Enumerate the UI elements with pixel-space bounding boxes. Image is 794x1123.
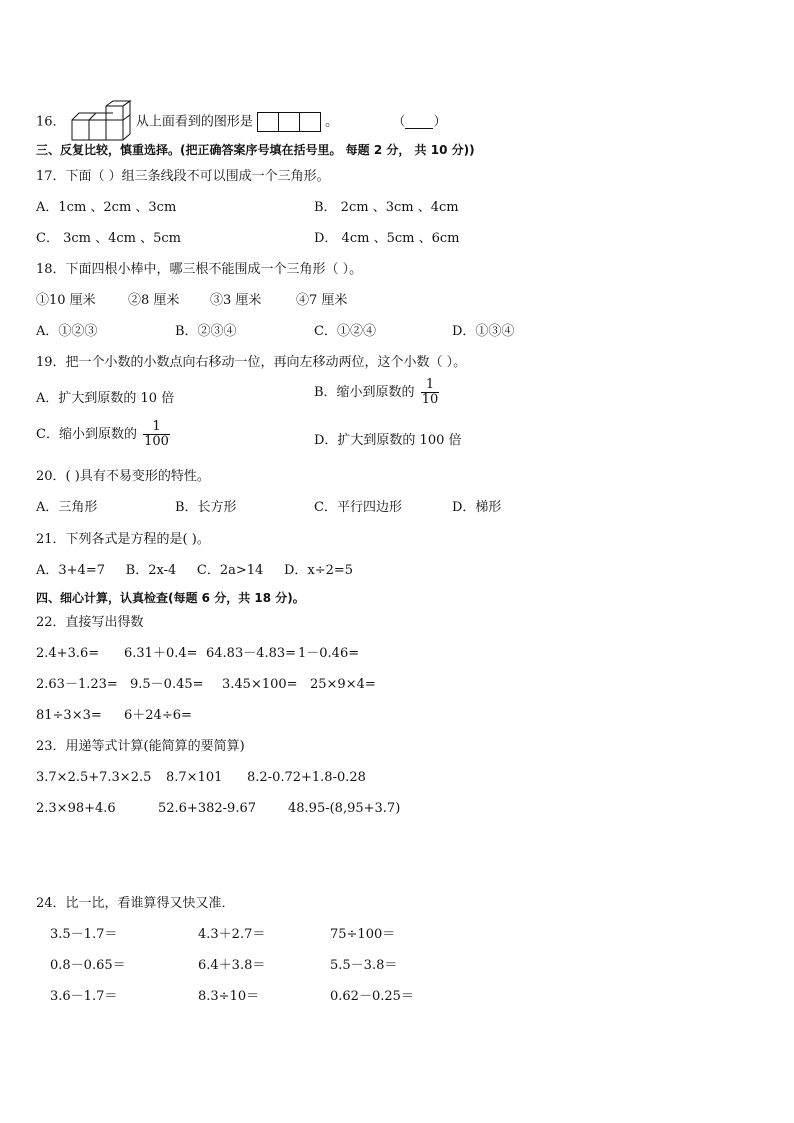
calc-item: 25×9×4= [310,677,376,692]
q19-option-b: B．缩小到原数的 $\frac{1}{10}$ [314,377,439,407]
section-4-heading: 四、细心计算，认真检查(每题 6 分，共 18 分)。 [36,591,305,605]
question-16: 16． 从上面看到的图形是 。 （ ） [36,100,446,144]
question-17: 17．下面（ ）组三条线段不可以围成一个三角形。 [36,169,330,184]
section-3-heading: 三、反复比较，慎重选择。(把正确答案序号填在括号里。 每题 2 分， 共 10 分)) [36,143,475,157]
calc-item: 2.3×98+4.6 [36,801,116,816]
calc-item: 3.6－1.7＝ [50,989,118,1004]
answer-grid [257,112,321,132]
q17-option-b: B． 2cm 、3cm 、4cm [314,200,459,215]
cube-stack-figure [70,100,132,144]
question-number: 16． [36,114,66,130]
q18-option-a: A．①②③ [36,324,98,339]
question-19: 19．把一个小数的小数点向右移动一位，再向左移动两位，这个小数（ ）。 [36,355,467,370]
stick-3: ③3 厘米 [210,293,262,308]
q21-options: A．3+4=7 B．2x-4 C．2a>14 D．x÷2=5 [36,563,354,578]
stick-2: ②8 厘米 [128,293,180,308]
q20-option-c: C．平行四边形 [314,500,402,515]
calc-item: 64.83－4.83= [206,646,297,661]
question-21: 21．下列各式是方程的是( )。 [36,532,210,547]
calc-item: 48.95-(8,95+3.7) [288,801,401,816]
question-22: 22．直接写出得数 [36,615,144,630]
calc-item: 8.7×101 [166,770,223,785]
calc-item: 3.45×100= [222,677,298,692]
q17-option-c: C． 3cm 、4cm 、5cm [36,231,181,246]
q18-option-c: C．①②④ [314,324,376,339]
calc-item: 0.62－0.25＝ [330,989,414,1004]
calc-item: 2.63－1.23= [36,677,118,692]
stick-4: ④7 厘米 [296,293,348,308]
q20-option-d: D．梯形 [452,500,502,515]
calc-item: 81÷3×3= [36,708,102,723]
question-24: 24．比一比，看谁算得又快又准． [36,896,235,911]
calc-item: 2.4+3.6= [36,646,100,661]
q17-option-a: A．1cm 、2cm 、3cm [36,200,177,215]
calc-item: 6.4＋3.8＝ [198,958,266,973]
calc-item: 5.5－3.8＝ [330,958,398,973]
q19-option-a: A．扩大到原数的 10 倍 [36,391,175,406]
q20-option-b: B．长方形 [175,500,237,515]
fraction: $\frac{1}{10}$ [421,377,439,407]
question-20: 20．( )具有不易变形的特性。 [36,469,210,484]
q17-option-d: D． 4cm 、5cm 、6cm [314,231,460,246]
calc-item: 9.5－0.45= [130,677,204,692]
calc-item: 3.5－1.7＝ [50,927,118,942]
q20-option-a: A．三角形 [36,500,98,515]
calc-item: 6.31＋0.4= [124,646,198,661]
stick-1: ①10 厘米 [36,293,96,308]
question-text: 从上面看到的图形是 [135,114,253,130]
question-18: 18．下面四根小棒中，哪三根不能围成一个三角形（ ）。 [36,262,363,277]
calc-item: 75÷100＝ [330,927,396,942]
calc-item: 0.8－0.65＝ [50,958,126,973]
q18-option-b: B．②③④ [175,324,237,339]
calc-item: 8.3÷10＝ [198,989,260,1004]
calc-item: 6＋24÷6= [124,708,192,723]
calc-item: 4.3＋2.7＝ [198,927,266,942]
q19-option-d: D．扩大到原数的 100 倍 [314,433,462,448]
answer-blank[interactable] [405,116,433,129]
question-23: 23．用递等式计算(能简算的要简算) [36,739,245,754]
calc-item: 3.7×2.5+7.3×2.5 [36,770,152,785]
calc-item: 8.2-0.72+1.8-0.28 [247,770,366,785]
q18-option-d: D．①③④ [452,324,515,339]
fraction: $\frac{1}{100}$ [144,419,169,449]
q19-option-c: C．缩小到原数的 $\frac{1}{100}$ [36,419,169,449]
calc-item: 52.6+382-9.67 [158,801,256,816]
calc-item: 1－0.46= [298,646,360,661]
